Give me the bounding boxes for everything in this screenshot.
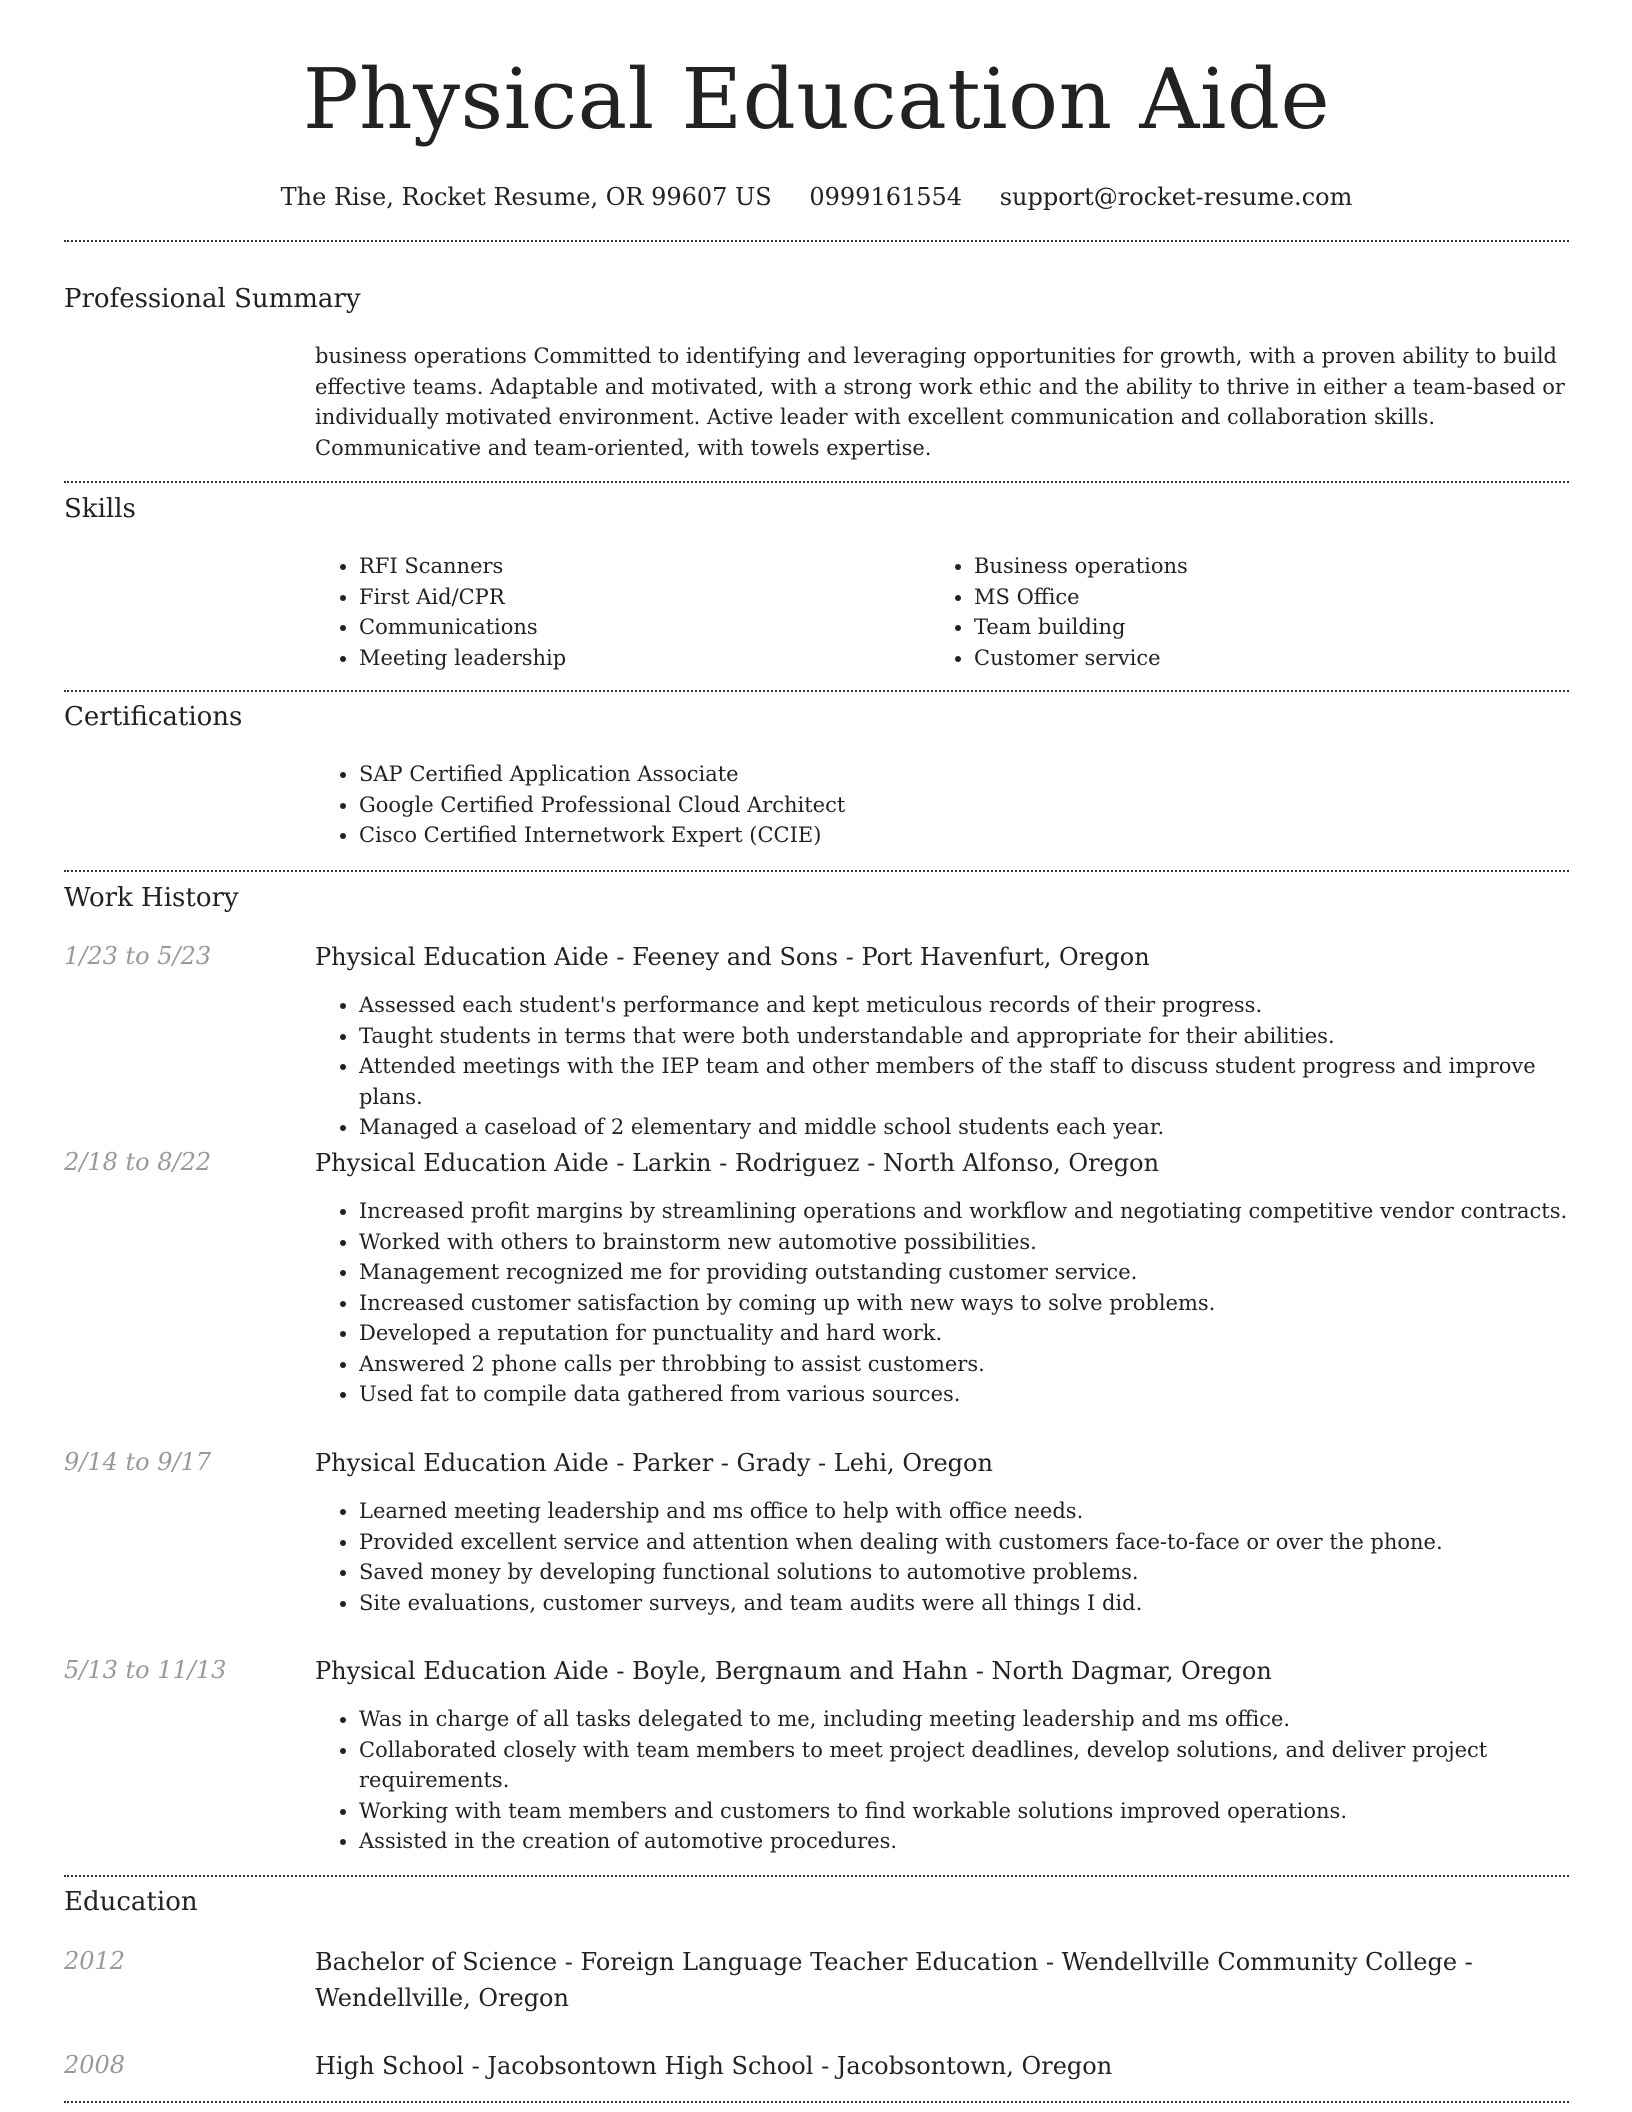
skill-item: • First Aid/CPR	[359, 582, 915, 613]
job-bullet: • Learned meeting leadership and ms office to help with office needs.	[359, 1496, 1569, 1527]
job-bullet: • Increased customer satisfaction by coming up with new ways to solve problems.	[359, 1288, 1569, 1319]
job-bullet: • Collaborated closely with team members to meet project deadlines, develop solutions, and deliver project requirements.	[359, 1735, 1569, 1796]
job-dates: 9/14 to 9/17	[64, 1448, 212, 1476]
job-bullet: • Increased profit margins by streamlining operations and workflow and negotiating competitive vendor contracts.	[359, 1196, 1569, 1227]
education-heading: Education	[64, 1887, 198, 1917]
job-title	[315, 1145, 1569, 1181]
education-year: 2012	[64, 1947, 126, 1975]
divider	[64, 870, 1569, 872]
education-degree: High School	[315, 2052, 464, 2080]
skill-item: • Team building	[974, 612, 1530, 643]
job-employer: - Feeney and Sons - Port Havenfurt, Oregon	[608, 943, 1150, 971]
job-bullets	[315, 990, 1569, 1143]
certifications-heading: Certifications	[64, 702, 243, 732]
certification-item: • SAP Certified Application Associate	[359, 759, 1569, 790]
contact-line	[64, 183, 1569, 211]
skill-item: • RFI Scanners	[359, 551, 915, 582]
job-bullet: • Management recognized me for providing outstanding customer service.	[359, 1257, 1569, 1288]
job-bullet: • Attended meetings with the IEP team and other members of the staff to discuss student progress and improve plans.	[359, 1051, 1569, 1112]
skills-left-list	[315, 551, 915, 673]
job-bullets	[315, 1704, 1569, 1857]
job-title	[315, 1445, 1569, 1481]
education-year: 2008	[64, 2051, 126, 2079]
job-dates: 1/23 to 5/23	[64, 942, 212, 970]
job-bullet: • Answered 2 phone calls per throbbing to assist customers.	[359, 1349, 1569, 1380]
job-position: Physical Education Aide	[315, 1657, 609, 1685]
job-bullet: • Assessed each student's performance and kept meticulous records of their progress.	[359, 990, 1569, 1021]
job-bullet: • Working with team members and customers to find workable solutions improved operations.	[359, 1796, 1569, 1827]
skill-item: • Business operations	[974, 551, 1530, 582]
job-employer: - Parker - Grady - Lehi, Oregon	[608, 1449, 993, 1477]
resume-page	[64, 0, 1569, 2080]
job-bullet: • Managed a caseload of 2 elementary and middle school students each year.	[359, 1112, 1569, 1143]
education-entry	[315, 2048, 1569, 2084]
job-dates: 2/18 to 8/22	[64, 1148, 212, 1176]
candidate-name: Physical Education Aide	[302, 51, 1331, 148]
job-bullet: • Was in charge of all tasks delegated to me, including meeting leadership and ms office.	[359, 1704, 1569, 1735]
skill-item: • Meeting leadership	[359, 643, 915, 674]
skill-item: • Communications	[359, 612, 915, 643]
divider	[64, 481, 1569, 483]
education-school: - Foreign Language Teacher Education - Wendellville Community College - Wendellville, Oregon	[315, 1948, 1473, 2012]
divider	[64, 2101, 1569, 2103]
email: support@rocket-resume.com	[999, 183, 1353, 211]
job-bullet: • Provided excellent service and attention when dealing with customers face-to-face or over the phone.	[359, 1527, 1569, 1558]
address: The Rise, Rocket Resume, OR 99607 US	[280, 183, 772, 211]
divider	[64, 690, 1569, 692]
divider	[64, 240, 1569, 242]
skill-item: • Customer service	[974, 643, 1530, 674]
job-bullet: • Assisted in the creation of automotive procedures.	[359, 1826, 1569, 1857]
job-bullet: • Site evaluations, customer surveys, and team audits were all things I did.	[359, 1588, 1569, 1619]
phone: 0999161554	[809, 183, 963, 211]
skills-right-list	[930, 551, 1530, 673]
skills-heading: Skills	[64, 494, 136, 524]
certification-item: • Google Certified Professional Cloud Architect	[359, 790, 1569, 821]
education-entry	[315, 1944, 1569, 2016]
certification-item: • Cisco Certified Internetwork Expert (CCIE)	[359, 820, 1569, 851]
job-bullet: • Saved money by developing functional solutions to automotive problems.	[359, 1557, 1569, 1588]
summary-heading: Professional Summary	[64, 284, 361, 314]
job-dates: 5/13 to 11/13	[64, 1656, 227, 1684]
job-bullet: • Taught students in terms that were both understandable and appropriate for their abilities.	[359, 1021, 1569, 1052]
divider	[64, 1875, 1569, 1877]
job-bullet: • Developed a reputation for punctuality and hard work.	[359, 1318, 1569, 1349]
summary-text: business operations Committed to identifying and leveraging opportunities for growth, with a proven ability to build effective teams. Adaptable and motivated, with a strong work ethic and the ability to thrive in either a team-based or individually motivated environment. Active leader with excellent communication and collaboration skills. Communicative and team-oriented, with towels expertise.	[315, 344, 1565, 460]
work-history-heading: Work History	[64, 883, 239, 913]
certifications-list	[315, 759, 1569, 851]
job-title	[315, 1653, 1569, 1689]
job-position: Physical Education Aide	[315, 943, 609, 971]
job-position: Physical Education Aide	[315, 1149, 609, 1177]
job-employer: - Boyle, Bergnaum and Hahn - North Dagmar, Oregon	[608, 1657, 1272, 1685]
job-bullet: • Used fat to compile data gathered from various sources.	[359, 1379, 1569, 1410]
job-bullet: • Worked with others to brainstorm new automotive possibilities.	[359, 1227, 1569, 1258]
job-employer: - Larkin - Rodriguez - North Alfonso, Oregon	[608, 1149, 1160, 1177]
education-school: - Jacobsontown High School - Jacobsontown, Oregon	[463, 2052, 1113, 2080]
job-title	[315, 939, 1569, 975]
job-position: Physical Education Aide	[315, 1449, 609, 1477]
job-bullets	[315, 1496, 1569, 1618]
skill-item: • MS Office	[974, 582, 1530, 613]
education-degree: Bachelor of Science	[315, 1948, 558, 1976]
job-bullets	[315, 1196, 1569, 1410]
